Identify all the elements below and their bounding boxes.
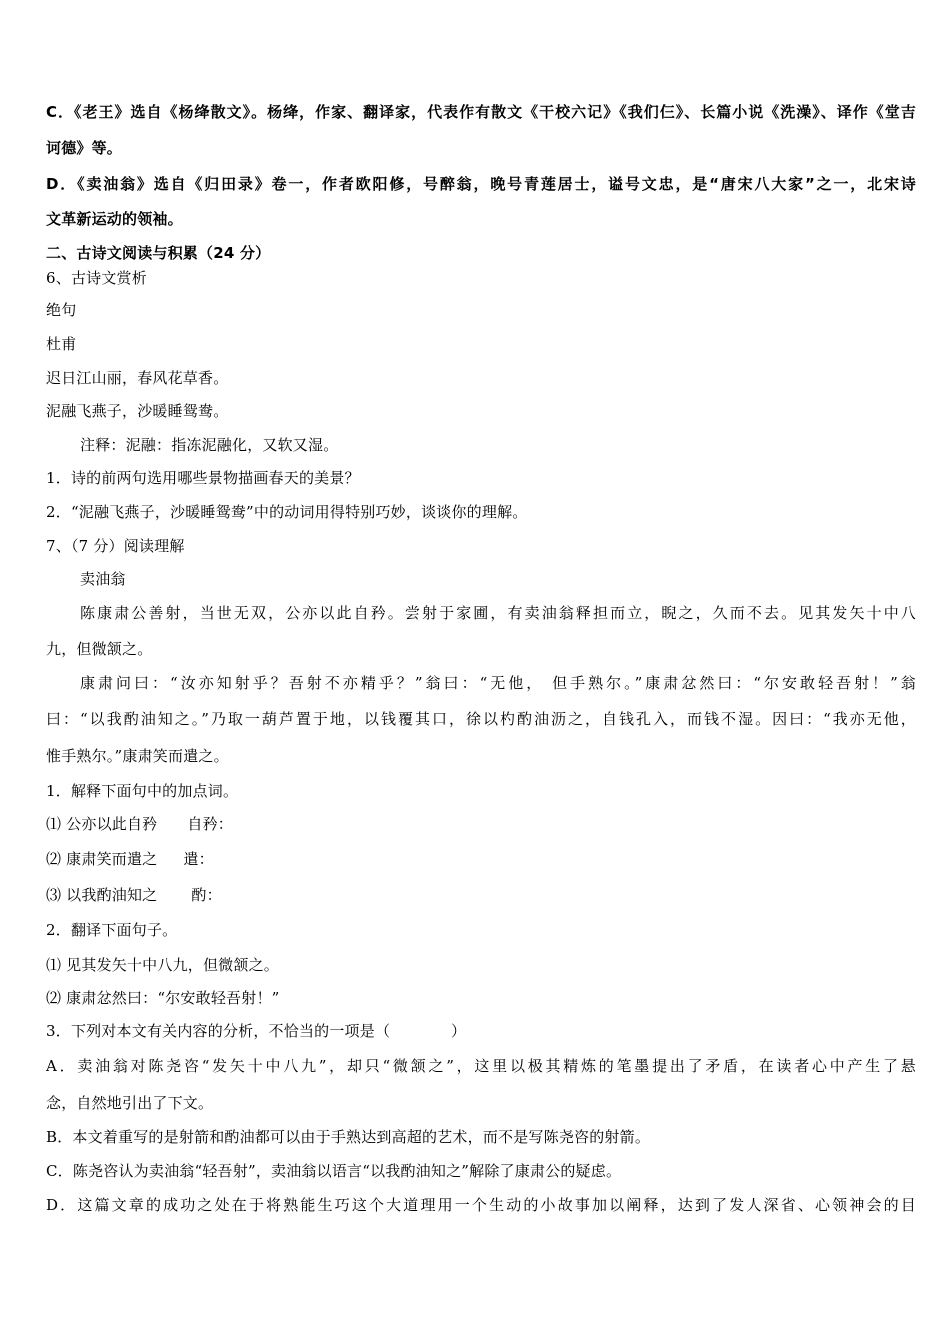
choice-a: A．卖油翁对陈尧咨“发矢十中八九”，却只“微颔之”，这里以极其精炼的笔墨提出了矛盾，在读者心中产生了悬 [46,1057,916,1075]
poem-line-2: 泥融飞燕子，沙暖睡鸳鸯。 [46,402,229,420]
passage-para-2-end: 惟手熟尔。”康肃笑而遣之。 [46,747,229,765]
question-6-2: 2．“泥融飞燕子，沙暖睡鸳鸯”中的动词用得特别巧妙，谈谈你的理解。 [46,503,528,521]
vocab-sentence: ⑴ 公亦以此自矜 [46,815,158,833]
vocab-item-1 [46,814,916,834]
poem-note: 注释：泥融：指冻泥融化，又软又湿。 [80,436,339,454]
question-7-title: 7、（7 分）阅读理解 [46,537,185,555]
question-6-title: 6、古诗文赏析 [46,269,147,287]
choice-b: B．本文着重写的是射箭和酌油都可以由于手熟达到高超的艺术，而不是写陈尧咨的射箭。 [46,1128,651,1146]
section-heading: 二、古诗文阅读与积累（24 分） [46,244,271,262]
option-c-text-cont: 诃德》等。 [46,139,123,157]
poem-line-1: 迟日江山丽，春风花草香。 [46,369,229,387]
passage-para-1-cont: 九，但微颔之。 [46,640,153,658]
option-c-text: C．《老王》选自《杨绛散文》。杨绛，作家、翻译家，代表作有散文《干校六记》《我们仨》、长篇小说《洗澡》、译作《堂吉 [46,103,916,121]
option-d-text: D．《卖油翁》选自《归田录》卷一，作者欧阳修，号醉翁，晚号青莲居士，谥号文忠，是“唐宋八大家”之一，北宋诗 [46,175,916,193]
question-7-2: 2．翻译下面句子。 [46,921,178,939]
passage-para-2: 康肃问曰：“汝亦知射乎？吾射不亦精乎？”翁曰：“无他， 但手熟尔。”康肃忿然曰：“尔安敢轻吾射！”翁 [80,674,916,692]
passage-title: 卖油翁 [80,570,126,588]
choice-a-cont: 念，自然地引出了下文。 [46,1094,214,1112]
vocab-answer-label: 遣： [183,850,214,868]
option-d-text-cont: 文革新运动的领袖。 [46,210,183,228]
choice-c: C．陈尧咨认为卖油翁“轻吾射”，卖油翁以语言“以我酌油知之”解除了康肃公的疑虑。 [46,1162,622,1180]
vocab-item-2 [46,849,916,869]
poem-author: 杜甫 [46,335,77,353]
vocab-item-3 [46,885,916,905]
question-6-1: 1．诗的前两句选用哪些景物描画春天的美景？ [46,469,360,487]
vocab-sentence: ⑵ 康肃笑而遣之 [46,850,158,868]
poem-title: 绝句 [46,301,77,319]
translate-item-1: ⑴ 见其发矢十中八九，但微颔之。 [46,956,279,974]
translate-item-2: ⑵ 康肃忿然曰：“尔安敢轻吾射！” [46,989,280,1007]
question-7-1: 1．解释下面句中的加点词。 [46,782,239,800]
choice-d: D．这篇文章的成功之处在于将熟能生巧这个大道理用一个生动的小故事加以阐释，达到了发人深省、心领神会的目 [46,1196,916,1214]
question-7-3: 3．下列对本文有关内容的分析，不恰当的一项是（ ） [46,1022,467,1040]
vocab-answer-label: 自矜： [187,815,233,833]
passage-para-1: 陈康肃公善射，当世无双，公亦以此自矜。尝射于家圃，有卖油翁释担而立，睨之，久而不去。见其发矢十中八 [80,604,916,622]
vocab-sentence: ⑶ 以我酌油知之 [46,886,158,904]
passage-para-2-cont: 曰：“以我酌油知之。”乃取一葫芦置于地，以钱覆其口，徐以杓酌油沥之，自钱孔入，而钱不湿。因曰：“我亦无他， [46,710,916,728]
vocab-answer-label: 酌： [191,886,222,904]
